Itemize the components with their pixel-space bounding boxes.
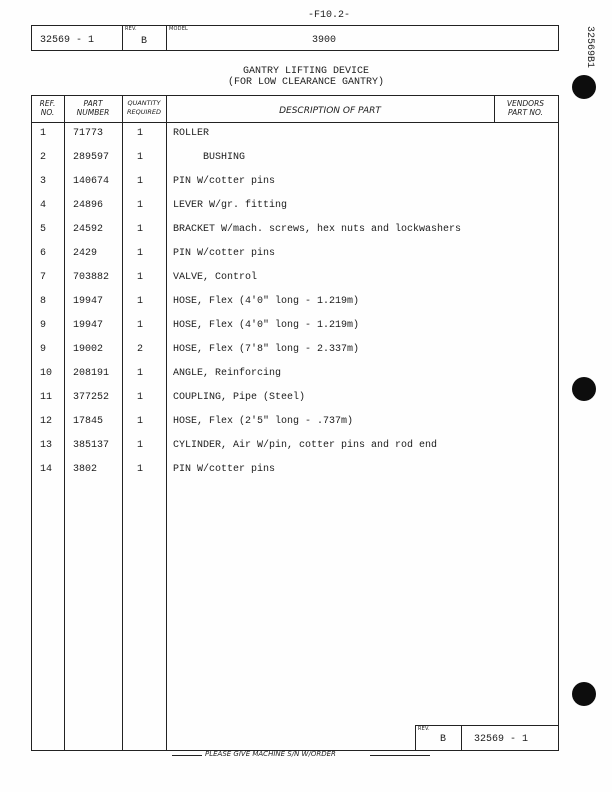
description-cell: ROLLER [173, 128, 210, 139]
ref-no-cell: 13 [40, 440, 53, 451]
description-cell: BUSHING [203, 152, 246, 163]
header-rev: B [141, 36, 148, 47]
description-cell: PIN W/cotter pins [173, 464, 276, 475]
footer-rev: B [440, 734, 447, 745]
ref-no-cell: 1 [40, 128, 47, 139]
binder-hole [572, 377, 596, 401]
description-cell: CYLINDER, Air W/pin, cotter pins and rod end [173, 440, 438, 451]
part-number-cell: 2429 [73, 248, 98, 259]
side-document-number: 32569B1 [584, 26, 595, 69]
description-cell: ANGLE, Reinforcing [173, 368, 282, 379]
quantity-cell: 1 [137, 296, 144, 307]
ref-no-cell: 9 [40, 320, 47, 331]
part-number-cell: 377252 [73, 392, 110, 403]
quantity-cell: 1 [137, 152, 144, 163]
ref-no-cell: 8 [40, 296, 47, 307]
ref-no-cell: 4 [40, 200, 47, 211]
description-cell: PIN W/cotter pins [173, 248, 276, 259]
col-ref-no: REF. NO. [39, 99, 56, 117]
footer-note: PLEASE GIVE MACHINE S/N W/ORDER [205, 750, 336, 758]
quantity-cell: 1 [137, 368, 144, 379]
description-cell: PIN W/cotter pins [173, 176, 276, 187]
part-number-cell: 19002 [73, 344, 104, 355]
header-box [31, 25, 559, 51]
quantity-cell: 1 [137, 176, 144, 187]
quantity-cell: 1 [137, 416, 144, 427]
quantity-cell: 1 [137, 248, 144, 259]
binder-hole [572, 682, 596, 706]
part-number-cell: 3802 [73, 464, 98, 475]
description-cell: BRACKET W/mach. screws, hex nuts and lockwashers [173, 224, 462, 235]
description-cell: COUPLING, Pipe (Steel) [173, 392, 306, 403]
quantity-cell: 1 [137, 272, 144, 283]
header-rev-label: REV. [125, 26, 137, 32]
quantity-cell: 1 [137, 464, 144, 475]
document-title: GANTRY LIFTING DEVICE [242, 66, 370, 77]
ref-no-cell: 10 [40, 368, 53, 379]
description-cell: HOSE, Flex (4'0" long - 1.219m) [173, 296, 360, 307]
ref-no-cell: 14 [40, 464, 53, 475]
description-cell: LEVER W/gr. fitting [173, 200, 288, 211]
ref-no-cell: 5 [40, 224, 47, 235]
col-description: DESCRIPTION OF PART [279, 106, 381, 116]
description-cell: HOSE, Flex (7'8" long - 2.337m) [173, 344, 360, 355]
col-vendors: VENDORS PART NO. [506, 99, 545, 117]
part-number-cell: 19947 [73, 320, 104, 331]
description-cell: HOSE, Flex (2'5" long - .737m) [173, 416, 354, 427]
part-number-cell: 24592 [73, 224, 104, 235]
footer-part-doc: 32569 - 1 [474, 734, 529, 745]
header-part-doc: 32569 - 1 [40, 35, 95, 46]
ref-no-cell: 7 [40, 272, 47, 283]
part-number-cell: 208191 [73, 368, 110, 379]
description-cell: VALVE, Control [173, 272, 258, 283]
header-model-label: MODEL [169, 26, 189, 32]
page-number: -F10.2- [308, 10, 351, 21]
quantity-cell: 1 [137, 128, 144, 139]
part-number-cell: 17845 [73, 416, 104, 427]
part-number-cell: 24896 [73, 200, 104, 211]
ref-no-cell: 9 [40, 344, 47, 355]
quantity-cell: 1 [137, 200, 144, 211]
part-number-cell: 289597 [73, 152, 110, 163]
col-part-number: PART NUMBER [76, 99, 110, 117]
footer-rev-label: REV. [418, 726, 430, 732]
header-model: 3900 [312, 35, 337, 46]
quantity-cell: 1 [137, 392, 144, 403]
description-cell: HOSE, Flex (4'0" long - 1.219m) [173, 320, 360, 331]
quantity-cell: 1 [137, 224, 144, 235]
quantity-cell: 2 [137, 344, 144, 355]
part-number-cell: 385137 [73, 440, 110, 451]
ref-no-cell: 2 [40, 152, 47, 163]
ref-no-cell: 3 [40, 176, 47, 187]
part-number-cell: 19947 [73, 296, 104, 307]
col-quantity: QUANTITY REQUIRED [126, 99, 162, 116]
part-number-cell: 71773 [73, 128, 104, 139]
ref-no-cell: 6 [40, 248, 47, 259]
ref-no-cell: 11 [40, 392, 53, 403]
document-subtitle: (FOR LOW CLEARANCE GANTRY) [227, 77, 385, 88]
quantity-cell: 1 [137, 440, 144, 451]
ref-no-cell: 12 [40, 416, 53, 427]
part-number-cell: 703882 [73, 272, 110, 283]
part-number-cell: 140674 [73, 176, 110, 187]
quantity-cell: 1 [137, 320, 144, 331]
